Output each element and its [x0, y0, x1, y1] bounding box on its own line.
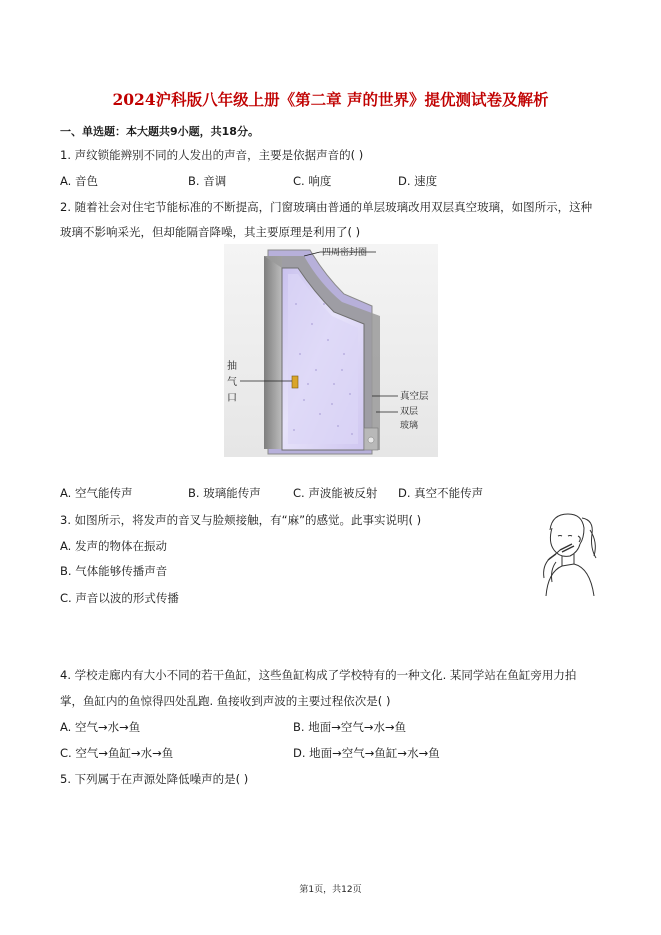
page-footer: 第1页，共12页: [299, 885, 362, 895]
question-2-stem-line2: 玻璃不影响采光，但却能隔音降噪，其主要原理是利用了( ): [60, 225, 361, 239]
q2-option-c: C. 声波能被反射: [293, 486, 378, 500]
label-vent-3: 口: [227, 393, 237, 404]
q4-option-c: C. 空气→鱼缸→水→鱼: [60, 746, 174, 760]
q2-option-b: B. 玻璃能传声: [188, 486, 261, 500]
label-double-1: 双层: [400, 407, 419, 417]
question-2-stem-line1: 2. 随着社会对住宅节能标准的不断提高，门窗玻璃由普通的单层玻璃改用双层真空玻璃，如图所示，这种: [60, 200, 593, 214]
vacuum-glass-figure: [224, 244, 438, 457]
q3-option-c: C. 声音以波的形式传播: [60, 591, 179, 605]
q2-option-a: A. 空气能传声: [60, 486, 133, 500]
question-1-stem: 1. 声纹锁能辨别不同的人发出的声音，主要是依据声音的( ): [60, 148, 364, 162]
question-3-stem: 3. 如图所示，将发声的音叉与脸颊接触，有“麻”的感觉。此事实说明( ): [60, 513, 422, 527]
q2-option-d: D. 真空不能传声: [398, 486, 484, 500]
label-vent-2: 气: [227, 377, 237, 388]
q1-option-d: D. 速度: [398, 174, 438, 188]
q1-option-c: C. 响度: [293, 174, 332, 188]
question-4-stem-line2: 掌，鱼缸内的鱼惊得四处乱跑. 鱼接收到声波的主要过程依次是( ): [60, 694, 391, 708]
q4-option-d: D. 地面→空气→鱼缸→水→鱼: [293, 746, 440, 760]
section-heading: 一、单选题：本大题共9小题，共18分。: [60, 125, 259, 138]
q3-option-b: B. 气体能够传播声音: [60, 564, 168, 578]
question-5-stem: 5. 下列属于在声源处降低噪声的是( ): [60, 772, 249, 786]
q1-option-b: B. 音调: [188, 174, 227, 188]
label-double-2: 玻璃: [400, 421, 419, 431]
question-4-stem-line1: 4. 学校走廊内有大小不同的若干鱼缸，这些鱼缸构成了学校特有的一种文化. 某同学站在鱼缸旁用力拍: [60, 668, 577, 682]
label-seal: 四周密封圈: [322, 248, 368, 258]
label-vent-1: 抽: [227, 361, 237, 372]
q3-option-a: A. 发声的物体在振动: [60, 539, 167, 553]
label-vacuum-layer: 真空层: [400, 391, 429, 402]
q1-option-a: A. 音色: [60, 174, 98, 188]
q4-option-a: A. 空气→水→鱼: [60, 720, 141, 734]
q4-option-b: B. 地面→空气→水→鱼: [293, 720, 407, 734]
page-title: 2024沪科版八年级上册《第二章 声的世界》提优测试卷及解析: [112, 90, 549, 109]
tuning-fork-girl-figure: [532, 508, 604, 596]
